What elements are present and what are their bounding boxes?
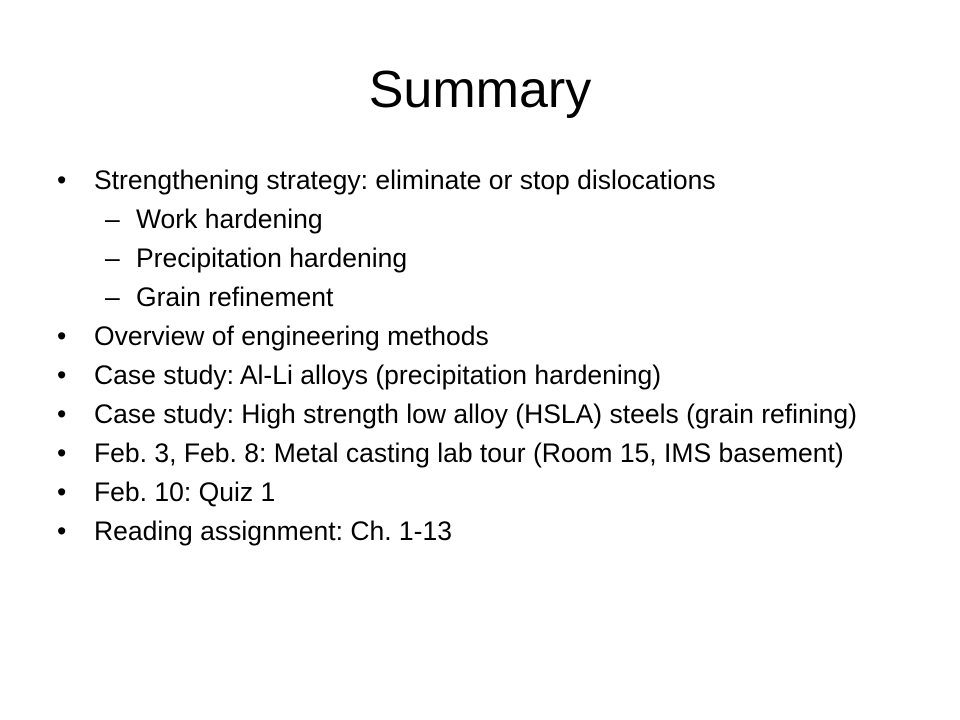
bullet-item <box>0 401 960 428</box>
bullet-marker: • <box>57 399 67 429</box>
bullet-item <box>0 362 960 389</box>
bullet-item <box>0 440 960 467</box>
bullet-marker: • <box>57 477 67 507</box>
sub-bullet-marker: – <box>105 204 120 234</box>
sub-bullet-item <box>0 206 960 233</box>
bullet-text: Strengthening strategy: eliminate or stop dislocations <box>94 165 716 195</box>
sub-bullet-item <box>0 245 960 272</box>
bullet-marker: • <box>57 438 67 468</box>
sub-bullet-text: Work hardening <box>136 204 323 234</box>
bullet-item <box>0 479 960 506</box>
sub-bullet-marker: – <box>105 243 120 273</box>
bullet-item <box>0 518 960 545</box>
sub-bullet-item <box>0 284 960 311</box>
bullet-item <box>0 323 960 350</box>
bullet-text: Case study: High strength low alloy (HSLA) steels (grain refining) <box>94 399 857 429</box>
bullet-text: Feb. 10: Quiz 1 <box>94 477 276 507</box>
bullet-text: Case study: Al-Li alloys (precipitation hardening) <box>94 360 662 390</box>
bullet-text: Feb. 3, Feb. 8: Metal casting lab tour (Room 15, IMS basement) <box>94 438 844 468</box>
bullet-marker: • <box>57 321 67 351</box>
sub-bullet-marker: – <box>105 282 120 312</box>
bullet-list <box>0 167 960 557</box>
bullet-item <box>0 167 960 194</box>
sub-bullet-text: Grain refinement <box>136 282 334 312</box>
bullet-text: Overview of engineering methods <box>94 321 489 351</box>
bullet-text: Reading assignment: Ch. 1-13 <box>94 516 452 546</box>
bullet-marker: • <box>57 516 67 546</box>
slide-title: Summary <box>368 61 592 119</box>
sub-bullet-text: Precipitation hardening <box>136 243 408 273</box>
bullet-marker: • <box>57 360 67 390</box>
bullet-marker: • <box>57 165 67 195</box>
